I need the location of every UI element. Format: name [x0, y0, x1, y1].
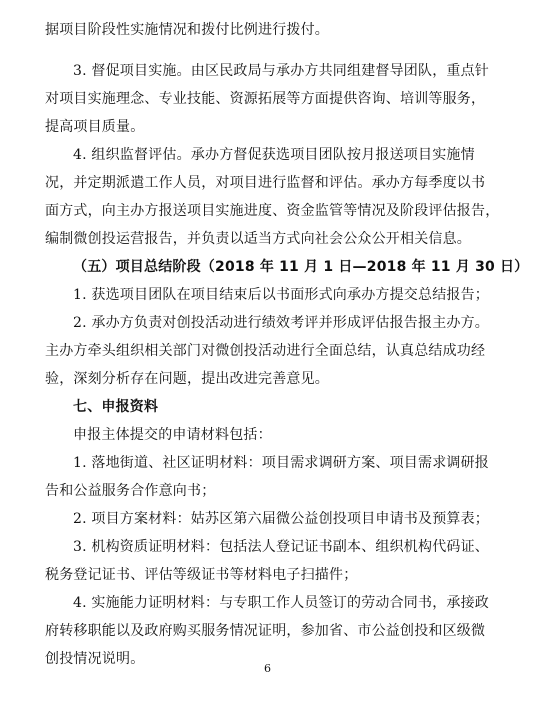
paragraph-line: 3. 机构资质证明材料：包括法人登记证书副本、组织机构代码证、 [73, 539, 490, 555]
paragraph-line: 4. 组织监督评估。承办方督促获选项目团队按月报送项目实施情 [73, 147, 475, 163]
body-text-line: 提高项目质量。 [45, 119, 145, 135]
page-number: 6 [264, 662, 271, 675]
body-text-line: 对项目实施理念、专业技能、资源拓展等方面提供咨询、培训等服务， [45, 91, 486, 107]
body-text-line: 编制微创投运营报告，并负责以适当方式向社会公众公开相关信息。 [45, 231, 471, 247]
paragraph-line: 1. 落地街道、社区证明材料：项目需求调研方案、项目需求调研报 [73, 455, 490, 471]
body-text-line: 验，深刻分析存在问题，提出改进完善意见。 [45, 371, 329, 387]
chapter-heading: 七、申报资料 [73, 399, 159, 415]
body-text-line: 告和公益服务合作意向书； [45, 483, 216, 499]
body-text-line: 据项目阶段性实施情况和拨付比例进行拨付。 [45, 22, 329, 38]
body-text-line: 主办方牵头组织相关部门对微创投活动进行全面总结，认真总结成功经 [45, 343, 486, 359]
body-text-line: 府转移职能以及政府购买服务情况证明，参加省、市公益创投和区级微 [45, 623, 486, 639]
body-text-line: 税务登记证书、评估等级证书等材料电子扫描件； [45, 567, 358, 583]
body-text-line: 创投情况说明。 [45, 651, 145, 667]
paragraph-line: 申报主体提交的申请材料包括： [73, 427, 272, 443]
paragraph-line: 2. 承办方负责对创投活动进行绩效考评并形成评估报告报主办方。 [73, 315, 490, 331]
body-text-line: 面方式，向主办方报送项目实施进度、资金监管等情况及阶段评估报告， [45, 203, 500, 219]
paragraph-line: 1. 获选项目团队在项目结束后以书面形式向承办方提交总结报告； [73, 287, 490, 303]
paragraph-line: 2. 项目方案材料：姑苏区第六届微公益创投项目申请书及预算表； [73, 511, 490, 527]
section-heading: （五）项目总结阶段（2018 年 11 月 1 日—2018 年 11 月 30 日） [73, 259, 529, 275]
body-text-line: 况，并定期派遣工作人员，对项目进行监督和评估。承办方每季度以书 [45, 175, 486, 191]
paragraph-line: 3. 督促项目实施。由区民政局与承办方共同组建督导团队，重点针 [73, 63, 490, 79]
paragraph-line: 4. 实施能力证明材料：与专职工作人员签订的劳动合同书，承接政 [73, 595, 490, 611]
